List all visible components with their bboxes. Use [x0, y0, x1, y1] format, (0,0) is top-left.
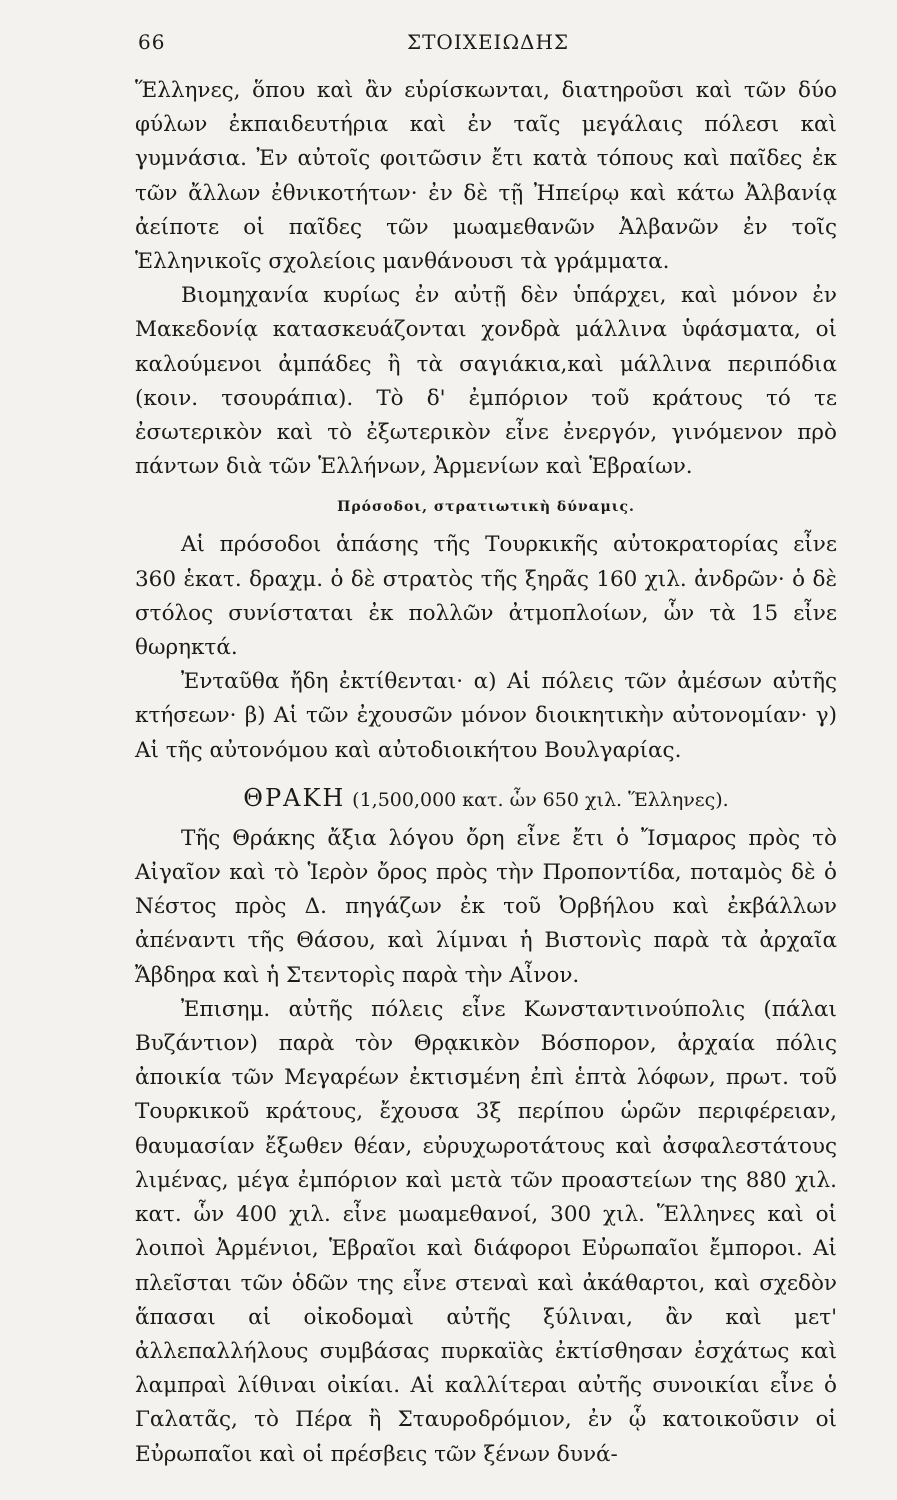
- thrace-title: ΘΡΑΚΗ: [243, 783, 346, 812]
- page-body: [135, 74, 837, 1472]
- paragraph-education: Ἕλληνες, ὅπου καὶ ἂν εὑρίσκωνται, διατηροῦσι καὶ τῶν δύο φύλων ἐκπαιδευτήρια καὶ ἐν ταῖς μεγάλαις πόλεσι καὶ γυμνάσια. Ἐν αὐτοῖς φοιτῶσιν ἔτι κατὰ τόπους καὶ παῖδες ἐκ τῶν ἄλλων ἐθνικοτήτων· ἐν δὲ τῇ Ἠπείρῳ καὶ κάτω Ἀλβανίᾳ ἀείποτε οἱ παῖδες τῶν μωαμεθανῶν Ἀλβανῶν ἐν τοῖς Ἑλληνικοῖς σχολείοις μανθάνουσι τὰ γράμματα.: [135, 78, 837, 275]
- section-subhead-revenue: Πρόσοδοι, στρατιωτικὴ δύναμις.: [337, 499, 635, 516]
- paragraph-thrace-geography: Τῆς Θράκης ἄξια λόγου ὄρη εἶνε ἔτι ὁ Ἴσμαρος πρὸς τὸ Αἰγαῖον καὶ τὸ Ἱερὸν ὄρος πρὸς τὴν Προποντίδα, ποταμὸς δὲ ὁ Νέστος πρὸς Δ. πηγάζων ἐκ τοῦ Ὀρβήλου καὶ ἐκβάλλων ἀπέναντι τῆς Θάσου, καὶ λίμναι ἡ Βιστονὶς παρὰ τὰ ἀρχαῖα Ἄβδηρα καὶ ἡ Στεντορὶς παρὰ τὴν Αἶνον.: [135, 825, 837, 988]
- paragraph-constantinople: Ἐπισημ. αὐτῆς πόλεις εἶνε Κωνσταντινούπολις (πάλαι Βυζάντιον) παρὰ τὸν Θρᾳκικὸν Βόσπορον, ἀρχαία πόλις ἀποικία τῶν Μεγαρέων ἐκτισμένη ἐπὶ ἑπτὰ λόφων, πρωτ. τοῦ Τουρκικοῦ κράτους, ἔχουσα 3ξ περίπου ὡρῶν περιφέρειαν, θαυμασίαν ἔξωθεν θέαν, εὐρυχωροτάτους καὶ ἀσφαλεστάτους λιμένας, μέγα ἐμπόριον καὶ μετὰ τῶν προαστείων της 880 χιλ. κατ. ὧν 400 χιλ. εἶνε μωαμεθανοί, 300 χιλ. Ἕλληνες καὶ οἱ λοιποὶ Ἀρμένιοι, Ἑβραῖοι καὶ διάφοροι Εὐρωπαῖοι ἔμποροι. Αἱ πλεῖσται τῶν ὁδῶν της εἶνε στεναὶ καὶ ἀκάθαρτοι, καὶ σχεδὸν ἅπασαι αἱ οἰκοδομαὶ αὐτῆς ξύλιναι, ἂν καὶ μετ' ἀλλεπαλλήλους συμβάσας πυρκαϊὰς ἐκτίσθησαν ἐσχάτως καὶ λαμπραὶ λίθιναι οἰκίαι. Αἱ καλλίτεραι αὐτῆς συνοικίαι εἶνε ὁ Γαλατᾶς, τὸ Πέρα ἢ Σταυροδρόμιον, ἐν ᾧ κατοικοῦσιν οἱ Εὐρωπαῖοι καὶ οἱ πρέσβεις τῶν ξένων δυνά-: [135, 996, 837, 1467]
- paragraph-revenue: Αἱ πρόσοδοι ἁπάσης τῆς Τουρκικῆς αὐτοκρατορίας εἶνε 360 ἑκατ. δραχμ. ὁ δὲ στρατὸς τῆς ξηρᾶς 160 χιλ. ἀνδρῶν· ὁ δὲ στόλος συνίσταται ἐκ πολλῶν ἀτμοπλοίων, ὧν τὰ 15 εἶνε θωρηκτά.: [135, 532, 837, 661]
- thrace-population: (1,500,000 κατ. ὧν 650 χιλ. Ἕλληνες).: [352, 788, 729, 811]
- section-heading-thrace: [135, 780, 837, 818]
- paragraph-cities-intro: Ἐνταῦθα ἤδη ἐκτίθενται· α) Αἱ πόλεις τῶν ἀμέσων αὐτῆς κτήσεων· β) Αἱ τῶν ἐχουσῶν μόνον διοικητικὴν αὐτονομίαν· γ) Αἱ τῆς αὐτονόμου καὶ αὐτοδιοικήτου Βουλγαρίας.: [135, 669, 837, 763]
- paragraph-industry: Βιομηχανία κυρίως ἐν αὐτῇ δὲν ὑπάρχει, καὶ μόνον ἐν Μακεδονίᾳ κατασκευάζονται χονδρὰ μάλλινα ὑφάσματα, οἱ καλούμενοι ἀμπάδες ἢ τὰ σαγιάκια,καὶ μάλλινα περιπόδια (κοιν. τσουράπια). Τὸ δ' ἐμπόριον τοῦ κράτους τό τε ἐσωτερικὸν καὶ τὸ ἐξωτερικὸν εἶνε ἐνεργόν, γινόμενον πρὸ πάντων διὰ τῶν Ἑλλήνων, Ἀρμενίων καὶ Ἑβραίων.: [135, 283, 837, 480]
- page-header: [138, 30, 838, 60]
- running-head: ΣΤΟΙΧΕΙΩΔΗΣ: [406, 30, 570, 54]
- page-number: 66: [138, 30, 166, 54]
